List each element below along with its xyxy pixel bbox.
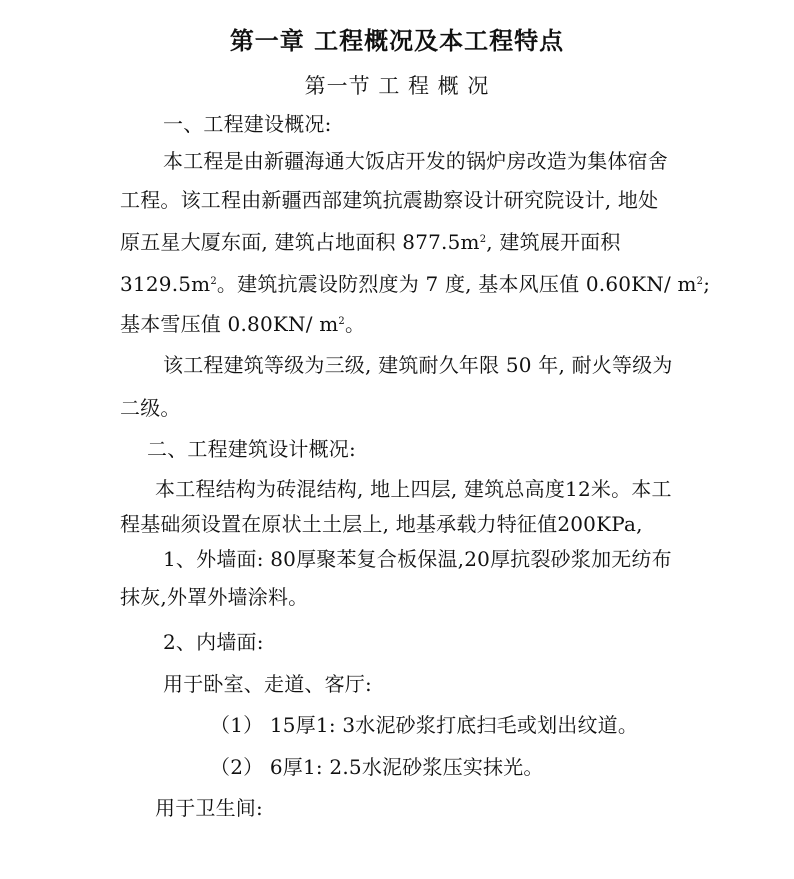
text-fragment: 基本雪压值 0.80KN/ m (120, 312, 339, 336)
list-item-interior-wall: 2、内墙面: (163, 630, 264, 654)
text-fragment: 。 (344, 312, 366, 336)
paragraph-line (120, 312, 365, 336)
paragraph-line: 程基础须设置在原状土土层上, 地基承载力特征值200KPa, (120, 512, 643, 536)
paragraph-line: 本工程结构为砖混结构, 地上四层, 建筑总高度12米。本工 (155, 477, 672, 501)
text-fragment: 3129.5m (120, 272, 211, 296)
paragraph-line: 该工程建筑等级为三级, 建筑耐久年限 50 年, 耐火等级为 (163, 353, 673, 377)
paragraph-line: 1、外墙面: 80厚聚苯复合板保温,20厚抗裂砂浆加无纺布 (163, 547, 672, 571)
usage-bedroom-corridor-living: 用于卧室、走道、客厅: (163, 672, 372, 696)
heading-architecture-design: 二、工程建筑设计概况: (147, 437, 356, 461)
paragraph-line (120, 272, 710, 296)
paragraph-line: 本工程是由新疆海通大饭店开发的锅炉房改造为集体宿舍 (163, 149, 668, 173)
paragraph-line: 抹灰,外罩外墙涂料。 (120, 585, 309, 609)
usage-bathroom: 用于卫生间: (155, 796, 263, 820)
sub-item-2: （2） 6厚1: 2.5水泥砂浆压实抹光。 (210, 755, 544, 779)
text-fragment: ; (703, 272, 711, 296)
heading-construction-overview: 一、工程建设概况: (163, 112, 332, 136)
paragraph-line: 工程。该工程由新疆西部建筑抗震勘察设计研究院设计, 地处 (120, 188, 659, 212)
paragraph-line: 二级。 (120, 396, 181, 420)
chapter-title: 第一章 工程概况及本工程特点 (229, 26, 565, 55)
text-fragment: , 建筑展开面积 (486, 230, 621, 254)
paragraph-line (120, 230, 621, 254)
section-title: 第一节 工 程 概 况 (304, 74, 490, 98)
superscript: 2 (479, 234, 487, 245)
superscript: 2 (696, 276, 704, 287)
superscript: 2 (210, 276, 217, 287)
superscript: 2 (338, 316, 345, 327)
text-fragment: 原五星大厦东面, 建筑占地面积 877.5m (120, 230, 480, 254)
text-fragment: 。建筑抗震设防烈度为 7 度, 基本风压值 0.60KN/ m (216, 272, 697, 296)
sub-item-1: （1） 15厚1: 3水泥砂浆打底扫毛或划出纹道。 (210, 713, 639, 737)
